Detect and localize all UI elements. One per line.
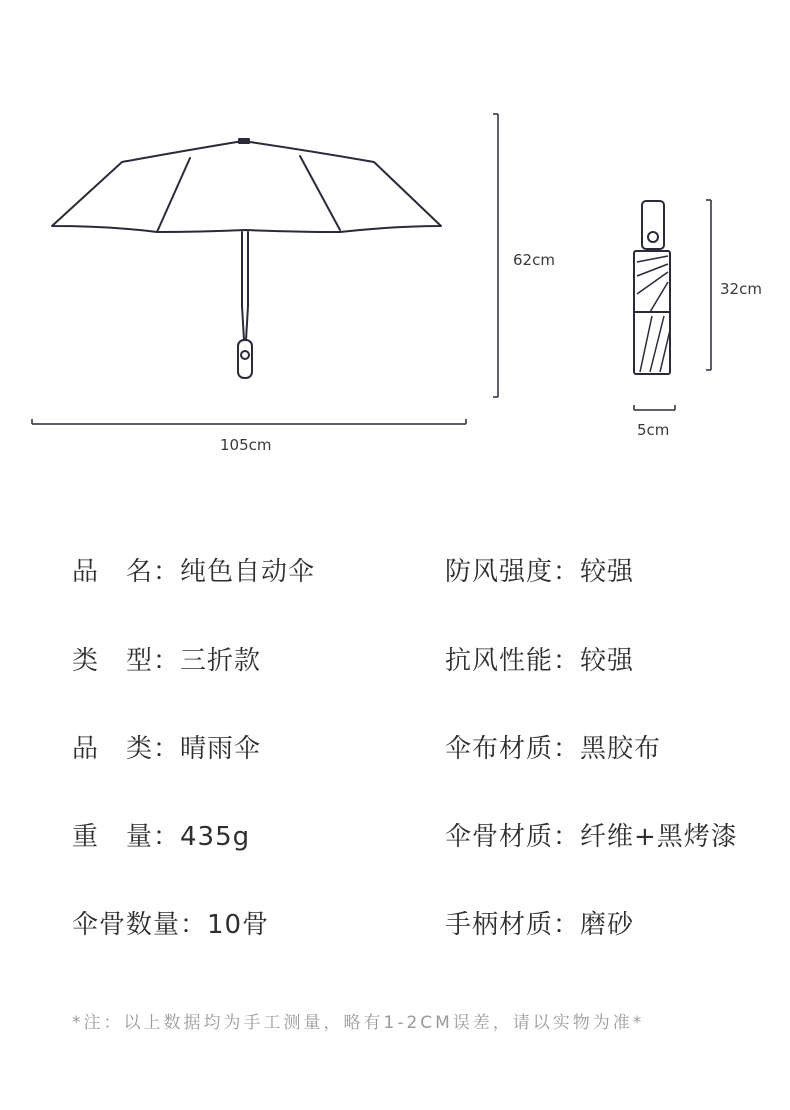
- spec-handle-material: [445, 904, 634, 941]
- open-width-dimension: [32, 419, 466, 424]
- spec-product-name: [72, 551, 315, 588]
- spec-value: 晴雨伞: [180, 734, 262, 764]
- spec-label: 抗风性能：: [445, 646, 581, 676]
- spec-label: 重 量：: [72, 822, 181, 852]
- spec-value: 较强: [580, 646, 635, 676]
- spec-value: 磨砂: [580, 910, 635, 940]
- spec-value: 10骨: [207, 910, 270, 940]
- spec-value: 三折款: [180, 646, 262, 676]
- spec-value: 较强: [580, 557, 635, 587]
- umbrella-dimension-drawing: [0, 0, 790, 480]
- spec-value: 黑胶布: [580, 734, 662, 764]
- open-umbrella-illustration: [52, 139, 441, 378]
- spec-wind-strength: [445, 551, 634, 588]
- spec-value: 纯色自动伞: [180, 557, 316, 587]
- folded-width-label: 5cm: [637, 421, 670, 439]
- spec-category: [72, 728, 261, 765]
- spec-label: 伞布材质：: [445, 734, 581, 764]
- spec-value: 435g: [180, 822, 251, 852]
- open-height-label: 62cm: [513, 251, 555, 269]
- spec-label: 品 名：: [72, 557, 181, 587]
- spec-label: 伞骨材质：: [445, 822, 581, 852]
- spec-label: 防风强度：: [445, 557, 581, 587]
- measurement-note: *注：以上数据均为手工测量，略有1-2CM误差，请以实物为准*: [72, 1013, 645, 1033]
- spec-label: 品 类：: [72, 734, 181, 764]
- spec-rib-count: [72, 904, 269, 941]
- folded-height-dimension: [706, 200, 711, 370]
- spec-wind-resistance: [445, 640, 634, 677]
- spec-value: 纤维+黑烤漆: [580, 822, 738, 852]
- open-height-dimension: [493, 114, 498, 397]
- folded-umbrella-illustration: [634, 201, 670, 374]
- folded-width-dimension: [634, 405, 675, 410]
- folded-height-label: 32cm: [720, 280, 762, 298]
- spec-weight: [72, 816, 250, 853]
- spec-label: 类 型：: [72, 646, 181, 676]
- spec-type: [72, 640, 261, 677]
- spec-rib-material: [445, 816, 738, 853]
- open-width-label: 105cm: [220, 436, 272, 454]
- spec-label: 手柄材质：: [445, 910, 581, 940]
- spec-canopy-material: [445, 728, 661, 765]
- spec-label: 伞骨数量：: [72, 910, 208, 940]
